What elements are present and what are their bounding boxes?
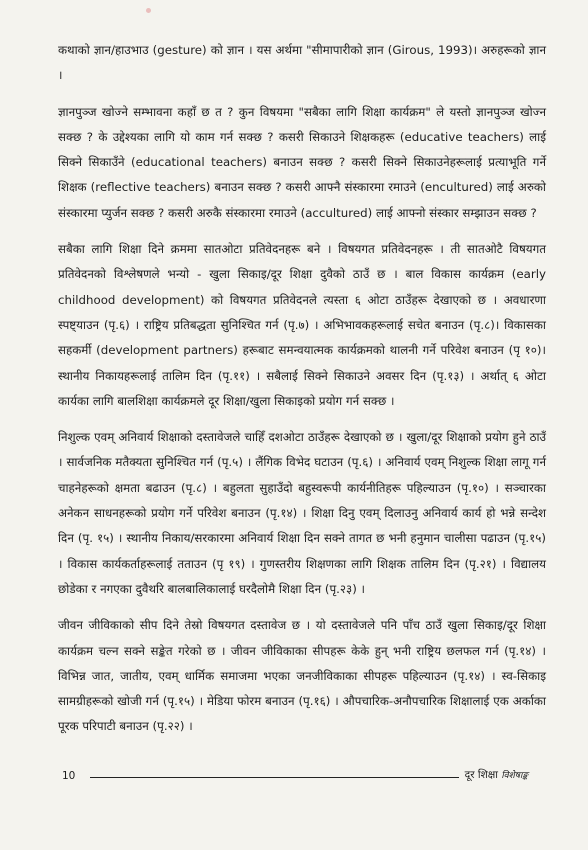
footer-publication: [465, 768, 528, 782]
page-footer: [62, 762, 528, 782]
footer-title: दूर शिक्षा: [464, 769, 498, 781]
paragraph-5: जीवन जीविकाको सीप दिने तेस्रो विषयगत दस्तावेज छ । यो दस्तावेजले पनि पाँच ठाउँ खुला सिकाइ/दूर शिक्षा कार्यक्रम चल्न सक्ने सङ्केत गरेको छ । जीवन जीविकाका सीपहरू केके हुन् भनी राष्ट्रिय छलफल गर्न (पृ.१४) । विभिन्न जात, जातीय, एवम् धार्मिक समाजमा भएका जनजीविकाका सीपहरू पहिल्याउन (पृ.१४) । स्व-सिकाइ सामग्रीहरूको खोजी गर्न (पृ.१५) । मेडिया फोरम बनाउन (पृ.१६) । औपचारिक-अनौपचारिक शिक्षालाई एक अर्काका पूरक परिपाटी बनाउन (पृ.२२) ।: [58, 618, 546, 734]
body-text: [58, 38, 546, 751]
footer-rule: [90, 777, 459, 778]
paragraph-1: कथाको ज्ञान/हाउभाउ (gesture) को ज्ञान । यस अर्थमा "सीमापारीको ज्ञान (Girous, 1993)। अरुहरूको ज्ञान ।: [58, 43, 546, 83]
paragraph-3: सबैका लागि शिक्षा दिने क्रममा सातओटा प्रतिवेदनहरू बने । विषयगत प्रतिवेदनहरू । ती सातओटै विषयगत प्रतिवेदनको विश्लेषणले भन्यो - खुला सिकाइ/दूर शिक्षा दुवैको ठाउँ छ । बाल विकास कार्यक्रम (early childhood development) को विषयगत प्रतिवेदनले त्यस्ता ६ ओटा ठाउँहरू देखाएको छ । अवधारणा स्पष्ट्याउन (पृ.६) । राष्ट्रिय प्रतिबद्धता सुनिश्चित गर्न (पृ.७) । अभिभावकहरूलाई सचेत बनाउन (पृ.८)। विकासका सहकर्मी (development partners) हरूबाट समन्वयात्मक कार्यक्रमको थालनी गर्ने परिवेश बनाउन (पृ १०)। स्थानीय निकायहरूलाई तालिम दिन (पृ.११) । सबैलाई सिक्ने सिकाउने अवसर दिन (पृ.१३) । अर्थात् ६ ओटा कार्यका लागि बालशिक्षा कार्यक्रमले दूर शिक्षा/खुला सिकाइको प्रयोग गर्न सक्छ ।: [58, 242, 546, 408]
ink-spot: [146, 8, 151, 13]
paragraph-4: निशुल्क एवम् अनिवार्य शिक्षाको दस्तावेजले चाहिँ दशओटा ठाउँहरू देखाएको छ । खुला/दूर शिक्षाको प्रयोग हुने ठाउँ । सार्वजनिक मतैक्यता सुनिश्चित गर्न (पृ.५) । लैंगिक विभेद घटाउन (पृ.६) । अनिवार्य एवम् निशुल्क शिक्षा लागू गर्न चाहनेहरूको क्षमता बढाउन (पृ.८) । बहुलता सुहाउँदो बहुस्वरूपी कार्यनीतिहरू पहिल्याउन (पृ.१०) । सञ्चारका अनेकन साधनहरूको प्रयोग गर्ने परिवेश बनाउन (पृ.१४) । शिक्षा दिनु एवम् दिलाउनु अनिवार्य कार्य हो भन्ने सन्देश दिन (पृ. १५) । स्थानीय निकाय/सरकारमा अनिवार्य शिक्षा दिन सक्ने तागत छ भनी हनुमान चालीसा पढाउन (पृ.१५) । विकास कार्यकर्ताहरूलाई तताउन (पृ १९) । गुणस्तरीय शिक्षणका लागि शिक्षक तालिम दिन (पृ.२१) । विद्यालय छोडेका र नगएका दुवैथरि बालबालिकालाई घरदैलोमै शिक्षा दिन (पृ.२३) ।: [58, 430, 546, 596]
footer-subtitle: विशेषाङ्क: [501, 771, 528, 781]
paragraph-2: ज्ञानपुञ्ज खोज्ने सम्भावना कहाँ छ त ? कुन विषयमा "सबैका लागि शिक्षा कार्यक्रम" ले यस्तो ज्ञानपुञ्ज खोज्न सक्छ ? के उद्देश्यका लागि यो काम गर्न सक्छ ? कसरी सिकाउने शिक्षकहरू (educative teachers) लाई सिक्ने सिकाउँने (educational teachers) बनाउन सक्छ ? कसरी सिक्ने सिकाउनेहरूलाई प्रत्याभूति गर्ने शिक्षक (reflective teachers) बनाउन सक्छ ? कसरी आफ्नै संस्कारमा रमाउने (encultured) लाई अरुको संस्कारमा प्युर्जन सक्छ ? कसरी अरुकै संस्कारमा रमाउने (accultured) लाई आफ्नो संस्कार सम्झाउन सक्छ ?: [58, 104, 546, 220]
page-number: 10: [62, 770, 76, 782]
